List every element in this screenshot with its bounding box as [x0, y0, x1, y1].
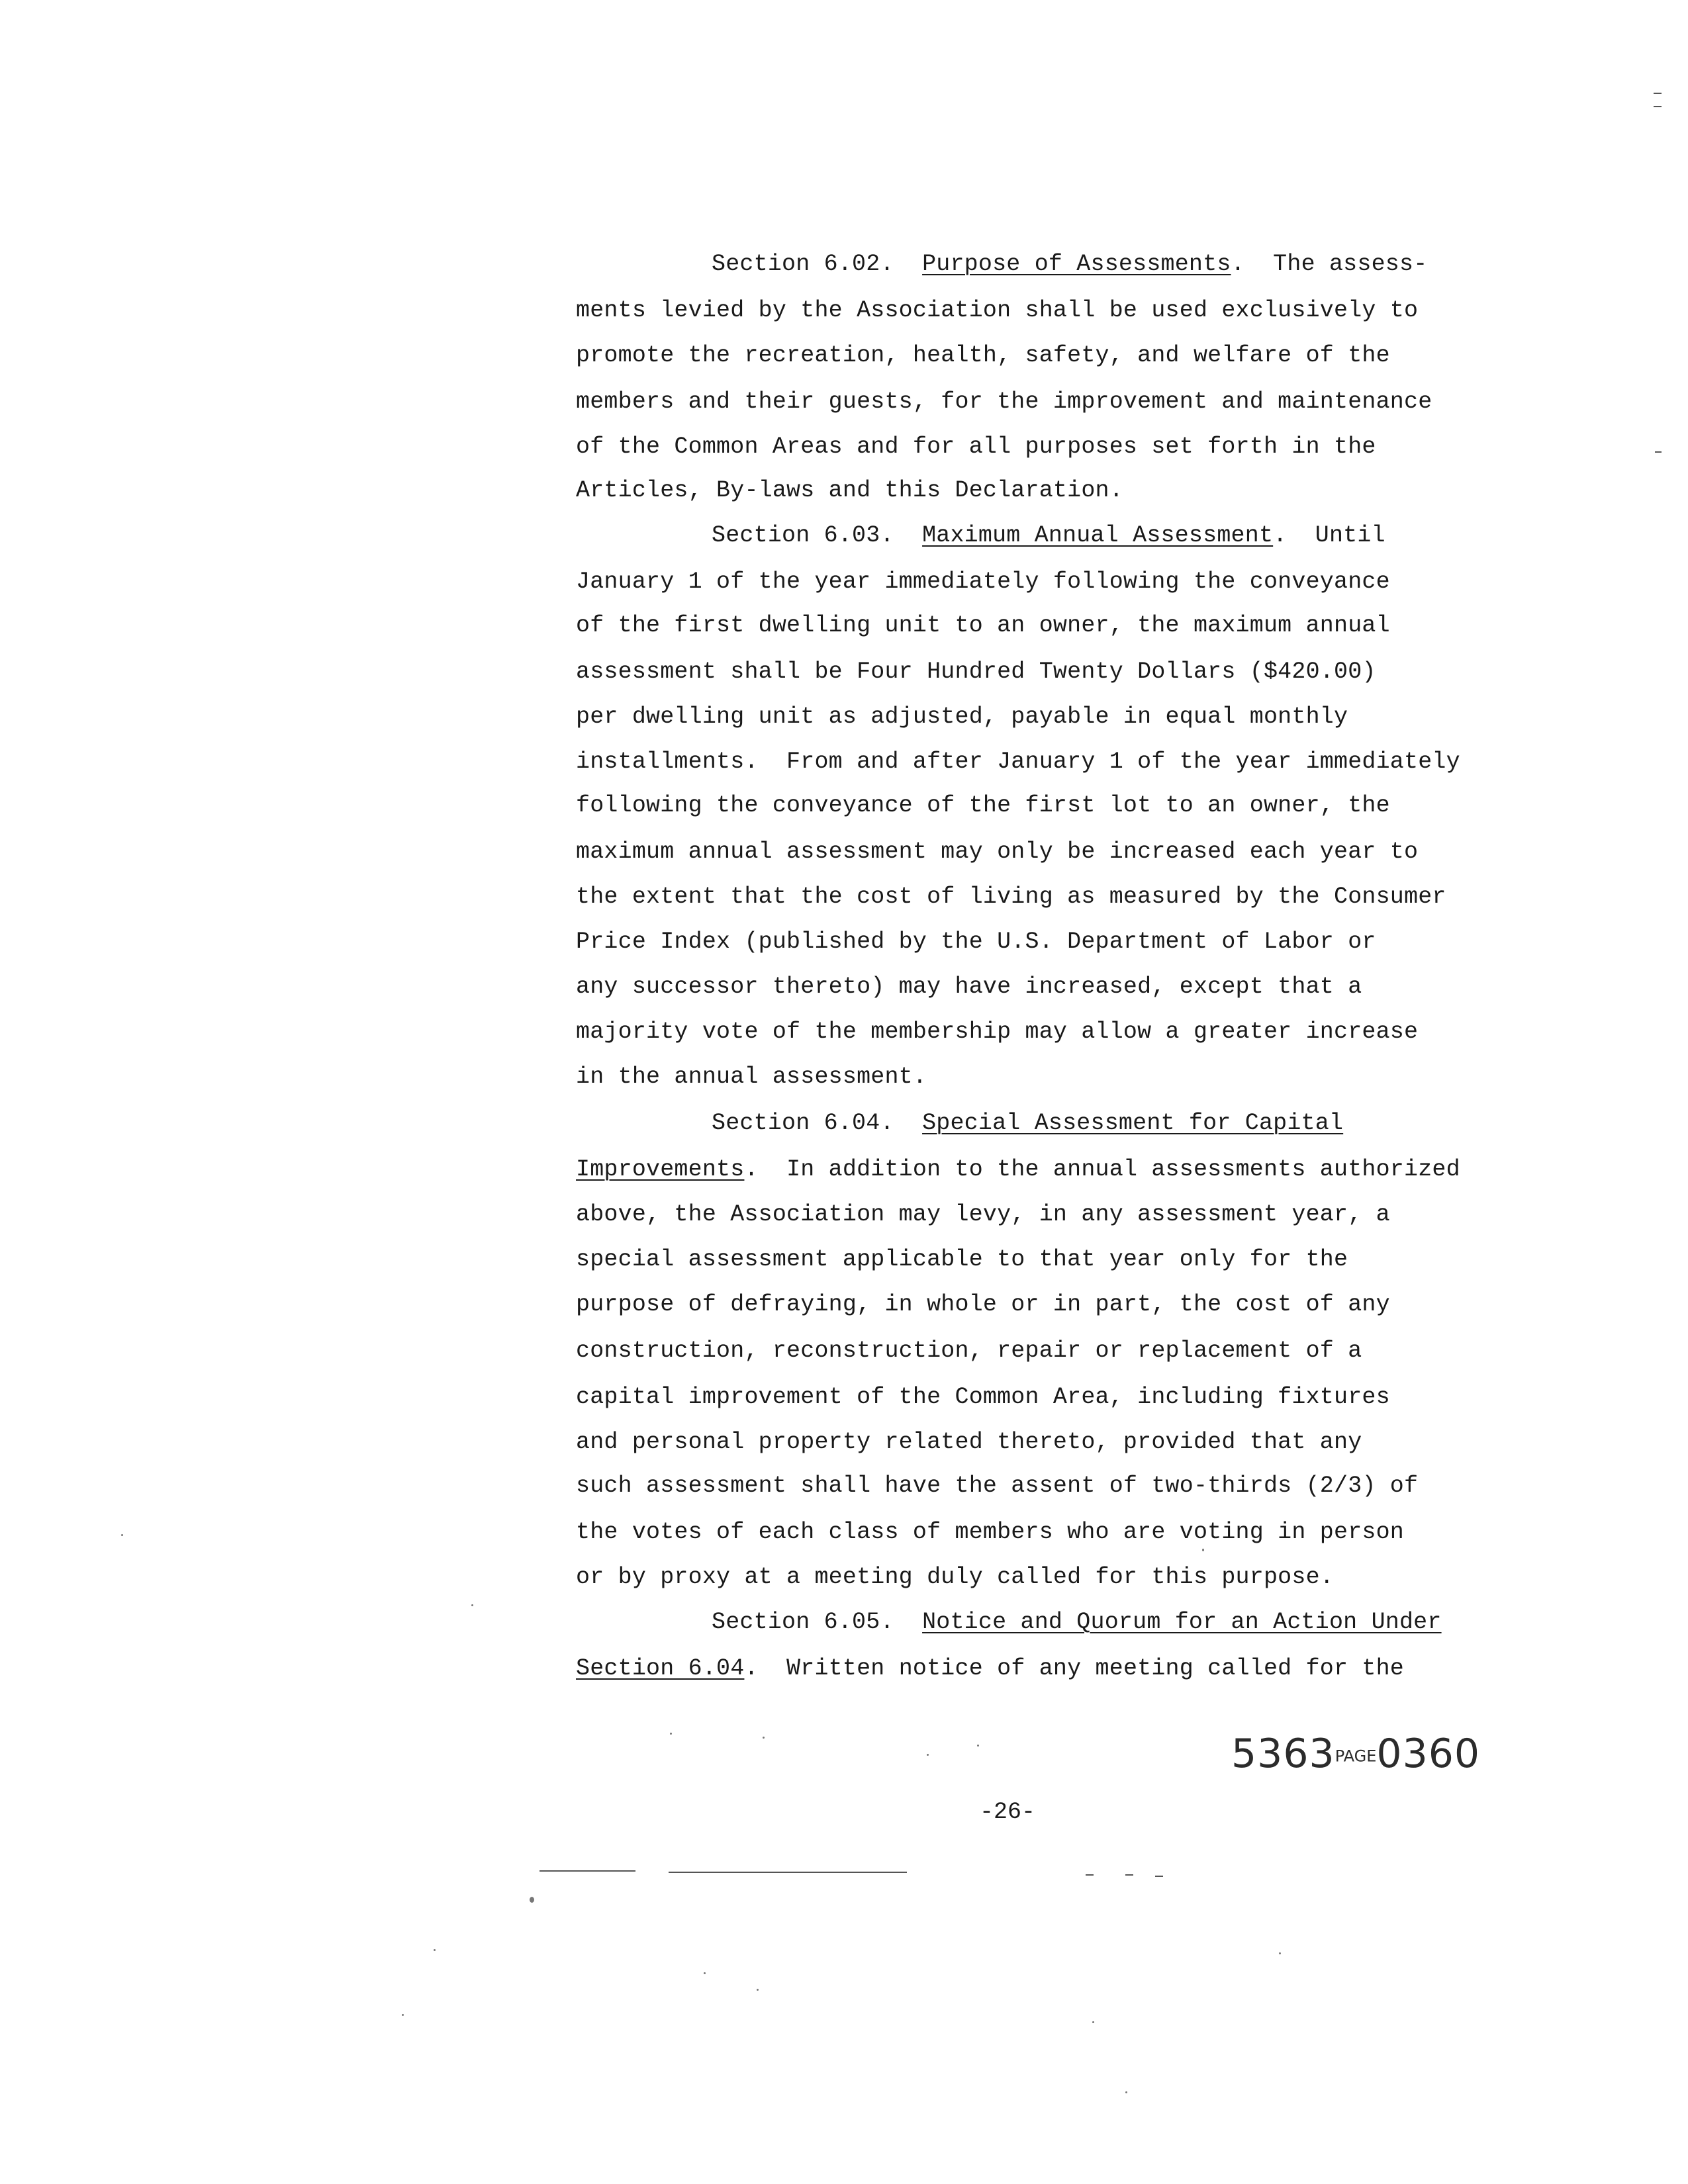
scan-speck	[1125, 2091, 1127, 2093]
text-line: Section 6.02. Purpose of Assessments. The assess-	[712, 251, 1428, 277]
scan-speck	[530, 1897, 534, 1903]
text-line: capital improvement of the Common Area, including fixtures	[576, 1384, 1390, 1410]
scan-speck	[402, 2014, 404, 2016]
text-line: assessment shall be Four Hundred Twenty Dollars ($420.00)	[576, 659, 1376, 685]
text-line: Improvements. In addition to the annual assessments authorized	[576, 1156, 1460, 1183]
text-line: January 1 of the year immediately following the conveyance	[576, 569, 1390, 595]
text-line: the extent that the cost of living as measured by the Consumer	[576, 884, 1446, 910]
text-line: any successor thereto) may have increased, except that a	[576, 974, 1362, 1000]
scan-mark	[669, 1872, 907, 1873]
text-line: members and their guests, for the improvement and maintenance	[576, 388, 1432, 415]
text-line: ments levied by the Association shall be used exclusively to	[576, 297, 1419, 324]
text-line: such assessment shall have the assent of two-thirds (2/3) of	[576, 1473, 1419, 1499]
scan-speck	[434, 1949, 436, 1951]
heading-purpose-of-assessments: Purpose of Assessments	[922, 251, 1231, 277]
scan-speck	[704, 1972, 706, 1974]
scan-speck	[1279, 1952, 1281, 1954]
text-line: Section 6.04. Special Assessment for Capital	[712, 1110, 1344, 1136]
heading-notice-and-quorum: Notice and Quorum for an Action Under	[922, 1609, 1442, 1635]
text-line: per dwelling unit as adjusted, payable in equal monthly	[576, 704, 1348, 730]
text-line: maximum annual assessment may only be increased each year to	[576, 839, 1419, 865]
scan-speck	[670, 1733, 672, 1735]
text-line: of the first dwelling unit to an owner, the maximum annual	[576, 612, 1390, 639]
text-line: construction, reconstruction, repair or replacement of a	[576, 1338, 1362, 1364]
text-line: Section 6.04. Written notice of any meeting called for the	[576, 1655, 1405, 1682]
text-line: following the conveyance of the first lot to an owner, the	[576, 792, 1390, 819]
scan-mark	[1125, 1874, 1133, 1876]
heading-maximum-annual-assessment: Maximum Annual Assessment	[922, 522, 1274, 549]
heading-special-assessment-cont: Improvements	[576, 1156, 745, 1183]
text-line: Section 6.03. Maximum Annual Assessment. Until	[712, 522, 1385, 549]
scan-speck	[1202, 1549, 1204, 1551]
text-line: in the annual assessment.	[576, 1064, 927, 1090]
scan-speck	[1092, 2021, 1094, 2023]
text-line: and personal property related thereto, provided that any	[576, 1429, 1362, 1455]
text-line: special assessment applicable to that year only for the	[576, 1246, 1348, 1273]
scan-speck	[977, 1745, 979, 1747]
scan-mark	[1655, 451, 1662, 453]
text-line: of the Common Areas and for all purposes set forth in the	[576, 433, 1376, 460]
text-line: installments. From and after January 1 of the year immediately	[576, 749, 1460, 775]
scan-speck	[121, 1534, 123, 1536]
text-line: the votes of each class of members who are voting in person	[576, 1519, 1405, 1545]
scan-mark	[1086, 1874, 1094, 1876]
scan-speck	[927, 1754, 929, 1756]
scan-mark	[1654, 93, 1662, 94]
scan-speck	[757, 1989, 759, 1991]
recording-stamp: 5363PAGE0360	[1231, 1731, 1481, 1777]
scan-mark	[1155, 1876, 1163, 1877]
heading-special-assessment: Special Assessment for Capital	[922, 1110, 1344, 1136]
text-line: Price Index (published by the U.S. Department of Labor or	[576, 929, 1376, 955]
text-line: Articles, By-laws and this Declaration.	[576, 477, 1123, 504]
text-line: majority vote of the membership may allow a greater increase	[576, 1019, 1419, 1045]
scan-speck	[471, 1604, 473, 1606]
text-line: purpose of defraying, in whole or in part, the cost of any	[576, 1291, 1390, 1318]
scan-speck	[763, 1737, 765, 1739]
scan-mark	[1654, 106, 1662, 107]
text-line: Section 6.05. Notice and Quorum for an Action Under	[712, 1609, 1442, 1635]
text-line: above, the Association may levy, in any assessment year, a	[576, 1201, 1390, 1228]
page-number: -26-	[980, 1799, 1036, 1825]
text-line: promote the recreation, health, safety, and welfare of the	[576, 342, 1390, 369]
scan-mark	[539, 1870, 635, 1872]
text-line: or by proxy at a meeting duly called for this purpose.	[576, 1564, 1334, 1590]
heading-notice-and-quorum-cont: Section 6.04	[576, 1655, 745, 1682]
